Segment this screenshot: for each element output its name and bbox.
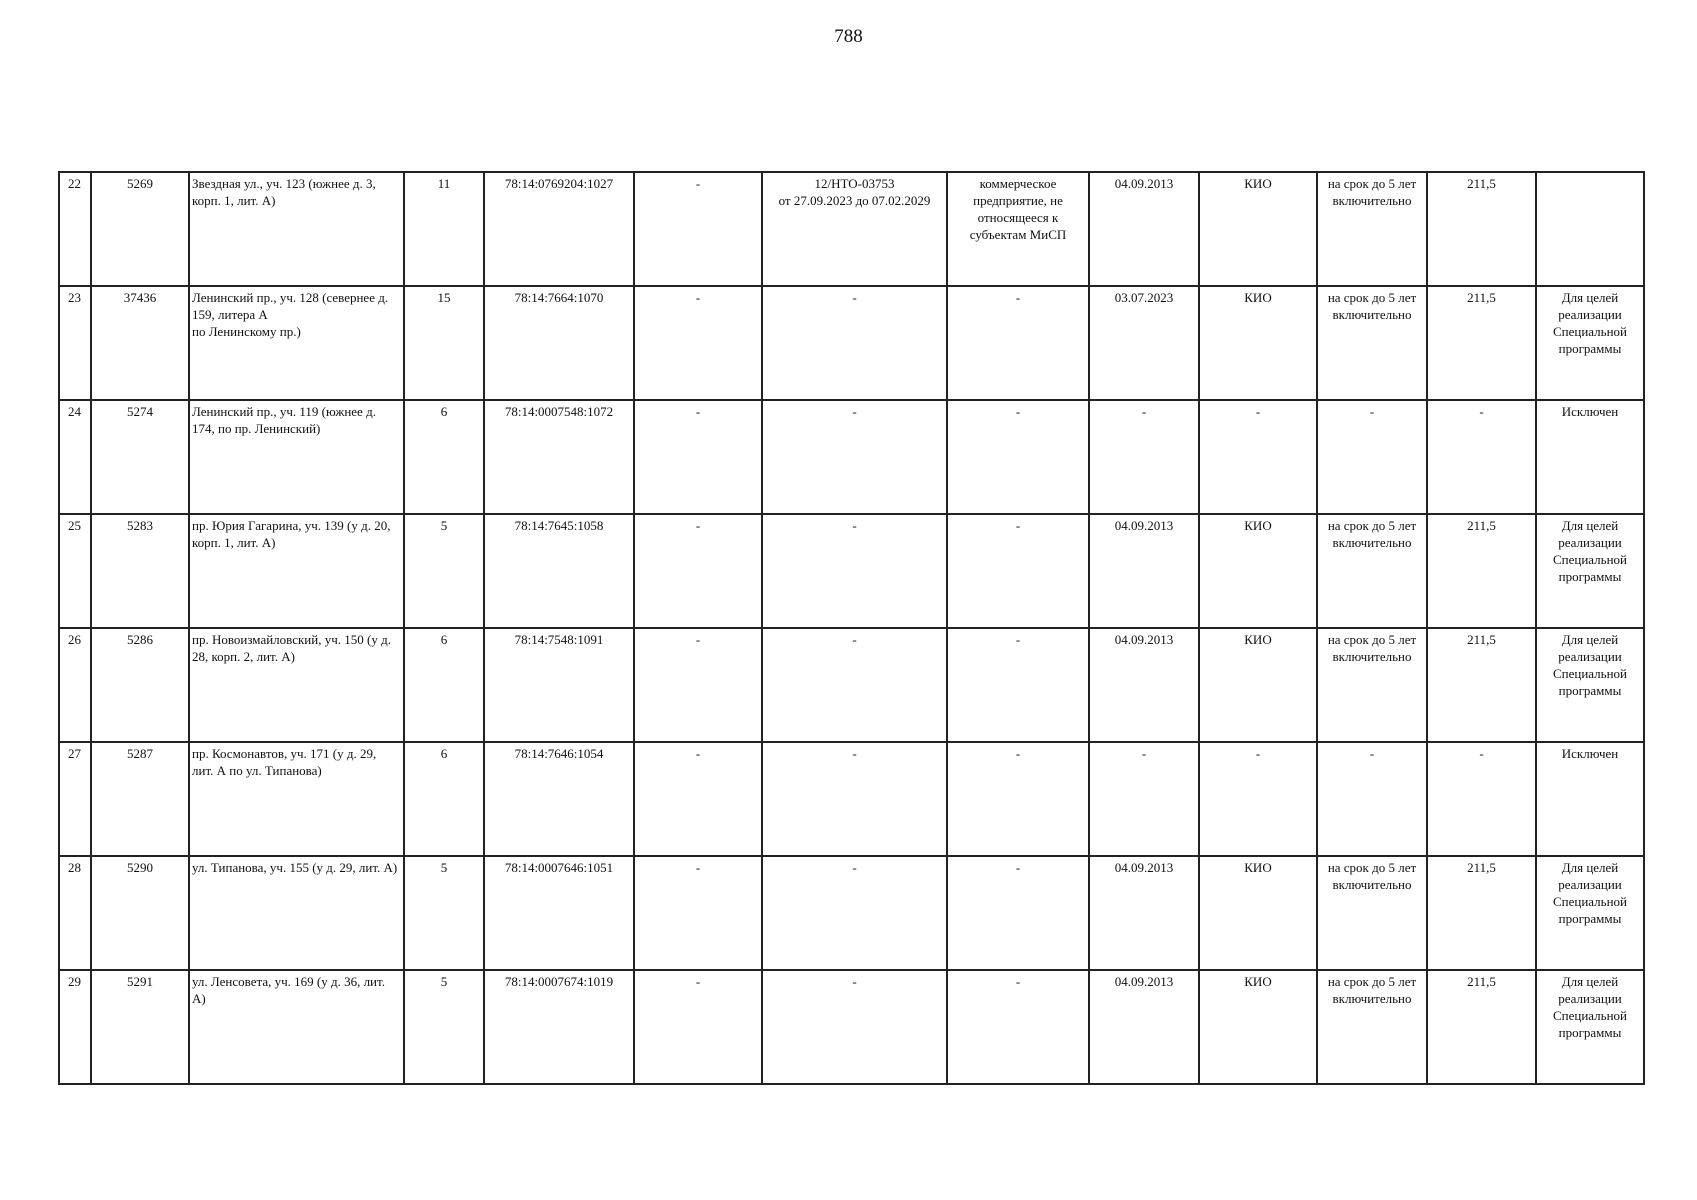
cell-contract: - [762, 286, 947, 400]
cell-column-6: - [634, 856, 762, 970]
cell-date: 03.07.2023 [1089, 286, 1199, 400]
cell-area: 5 [404, 856, 484, 970]
cell-object-id: 5283 [91, 514, 189, 628]
table-row [59, 400, 1644, 514]
cell-organization: КИО [1199, 628, 1317, 742]
cell-subject-type: - [947, 970, 1089, 1084]
page-number: 788 [834, 26, 863, 47]
cell-column-6: - [634, 970, 762, 1084]
cell-code: 211,5 [1427, 286, 1536, 400]
cell-note: Для целей реализации Специальной программы [1536, 514, 1644, 628]
table-row [59, 856, 1644, 970]
cell-note: Для целей реализации Специальной программы [1536, 970, 1644, 1084]
cell-note: Исключен [1536, 400, 1644, 514]
cell-row-number: 23 [59, 286, 91, 400]
table-row [59, 628, 1644, 742]
cell-column-6: - [634, 172, 762, 286]
cell-organization: - [1199, 742, 1317, 856]
cell-address: пр. Космонавтов, уч. 171 (у д. 29, лит. А по ул. Типанова) [189, 742, 404, 856]
cell-contract: - [762, 628, 947, 742]
cell-object-id: 5287 [91, 742, 189, 856]
cell-cadastral-number: 78:14:7664:1070 [484, 286, 634, 400]
cell-cadastral-number: 78:14:7646:1054 [484, 742, 634, 856]
cell-date: 04.09.2013 [1089, 514, 1199, 628]
cell-row-number: 25 [59, 514, 91, 628]
cell-date: - [1089, 742, 1199, 856]
cell-date: - [1089, 400, 1199, 514]
registry-table [58, 171, 1645, 1085]
cell-column-6: - [634, 400, 762, 514]
table-row [59, 970, 1644, 1084]
cell-cadastral-number: 78:14:7548:1091 [484, 628, 634, 742]
cell-subject-type: - [947, 742, 1089, 856]
cell-cadastral-number: 78:14:0007674:1019 [484, 970, 634, 1084]
cell-organization: КИО [1199, 856, 1317, 970]
cell-code: 211,5 [1427, 628, 1536, 742]
cell-code: 211,5 [1427, 514, 1536, 628]
cell-term: - [1317, 742, 1427, 856]
cell-cadastral-number: 78:14:7645:1058 [484, 514, 634, 628]
cell-note: Для целей реализации Специальной программы [1536, 856, 1644, 970]
cell-area: 5 [404, 970, 484, 1084]
cell-organization: КИО [1199, 172, 1317, 286]
cell-area: 5 [404, 514, 484, 628]
cell-area: 15 [404, 286, 484, 400]
cell-area: 11 [404, 172, 484, 286]
cell-object-id: 37436 [91, 286, 189, 400]
registry-body [59, 172, 1644, 1084]
cell-term: - [1317, 400, 1427, 514]
cell-organization: КИО [1199, 970, 1317, 1084]
cell-term: на срок до 5 лет включительно [1317, 856, 1427, 970]
cell-date: 04.09.2013 [1089, 172, 1199, 286]
cell-code: - [1427, 742, 1536, 856]
cell-address: ул. Типанова, уч. 155 (у д. 29, лит. А) [189, 856, 404, 970]
cell-column-6: - [634, 742, 762, 856]
cell-row-number: 24 [59, 400, 91, 514]
cell-object-id: 5269 [91, 172, 189, 286]
cell-cadastral-number: 78:14:0007548:1072 [484, 400, 634, 514]
cell-cadastral-number: 78:14:0769204:1027 [484, 172, 634, 286]
cell-date: 04.09.2013 [1089, 970, 1199, 1084]
cell-note: Для целей реализации Специальной программы [1536, 286, 1644, 400]
cell-code: 211,5 [1427, 970, 1536, 1084]
cell-area: 6 [404, 628, 484, 742]
cell-code: 211,5 [1427, 856, 1536, 970]
cell-code: 211,5 [1427, 172, 1536, 286]
cell-object-id: 5274 [91, 400, 189, 514]
cell-column-6: - [634, 514, 762, 628]
cell-row-number: 22 [59, 172, 91, 286]
cell-note: Исключен [1536, 742, 1644, 856]
table-row [59, 172, 1644, 286]
cell-contract: - [762, 514, 947, 628]
cell-date: 04.09.2013 [1089, 856, 1199, 970]
cell-subject-type: - [947, 514, 1089, 628]
cell-address: пр. Юрия Гагарина, уч. 139 (у д. 20, корп. 1, лит. А) [189, 514, 404, 628]
cell-address: Звездная ул., уч. 123 (южнее д. 3, корп. 1, лит. А) [189, 172, 404, 286]
cell-organization: КИО [1199, 514, 1317, 628]
cell-subject-type: - [947, 400, 1089, 514]
cell-column-6: - [634, 628, 762, 742]
cell-cadastral-number: 78:14:0007646:1051 [484, 856, 634, 970]
cell-term: на срок до 5 лет включительно [1317, 172, 1427, 286]
cell-address: Ленинский пр., уч. 128 (севернее д. 159, литера А по Ленинскому пр.) [189, 286, 404, 400]
cell-contract: 12/НТО-03753 от 27.09.2023 до 07.02.2029 [762, 172, 947, 286]
cell-organization: КИО [1199, 286, 1317, 400]
cell-note [1536, 172, 1644, 286]
cell-column-6: - [634, 286, 762, 400]
cell-note: Для целей реализации Специальной программы [1536, 628, 1644, 742]
cell-contract: - [762, 856, 947, 970]
cell-contract: - [762, 400, 947, 514]
cell-organization: - [1199, 400, 1317, 514]
cell-row-number: 29 [59, 970, 91, 1084]
cell-address: Ленинский пр., уч. 119 (южнее д. 174, по пр. Ленинский) [189, 400, 404, 514]
cell-object-id: 5290 [91, 856, 189, 970]
cell-row-number: 27 [59, 742, 91, 856]
cell-contract: - [762, 970, 947, 1084]
cell-row-number: 28 [59, 856, 91, 970]
cell-date: 04.09.2013 [1089, 628, 1199, 742]
cell-code: - [1427, 400, 1536, 514]
cell-address: пр. Новоизмайловский, уч. 150 (у д. 28, корп. 2, лит. А) [189, 628, 404, 742]
cell-subject-type: - [947, 856, 1089, 970]
cell-object-id: 5291 [91, 970, 189, 1084]
cell-row-number: 26 [59, 628, 91, 742]
cell-subject-type: коммерческое предприятие, не относящееся к субъектам МиСП [947, 172, 1089, 286]
cell-object-id: 5286 [91, 628, 189, 742]
cell-area: 6 [404, 742, 484, 856]
cell-term: на срок до 5 лет включительно [1317, 286, 1427, 400]
cell-address: ул. Ленсовета, уч. 169 (у д. 36, лит. А) [189, 970, 404, 1084]
cell-term: на срок до 5 лет включительно [1317, 514, 1427, 628]
cell-subject-type: - [947, 628, 1089, 742]
table-row [59, 286, 1644, 400]
table-row [59, 742, 1644, 856]
table-row [59, 514, 1644, 628]
cell-term: на срок до 5 лет включительно [1317, 970, 1427, 1084]
cell-subject-type: - [947, 286, 1089, 400]
cell-area: 6 [404, 400, 484, 514]
cell-contract: - [762, 742, 947, 856]
cell-term: на срок до 5 лет включительно [1317, 628, 1427, 742]
